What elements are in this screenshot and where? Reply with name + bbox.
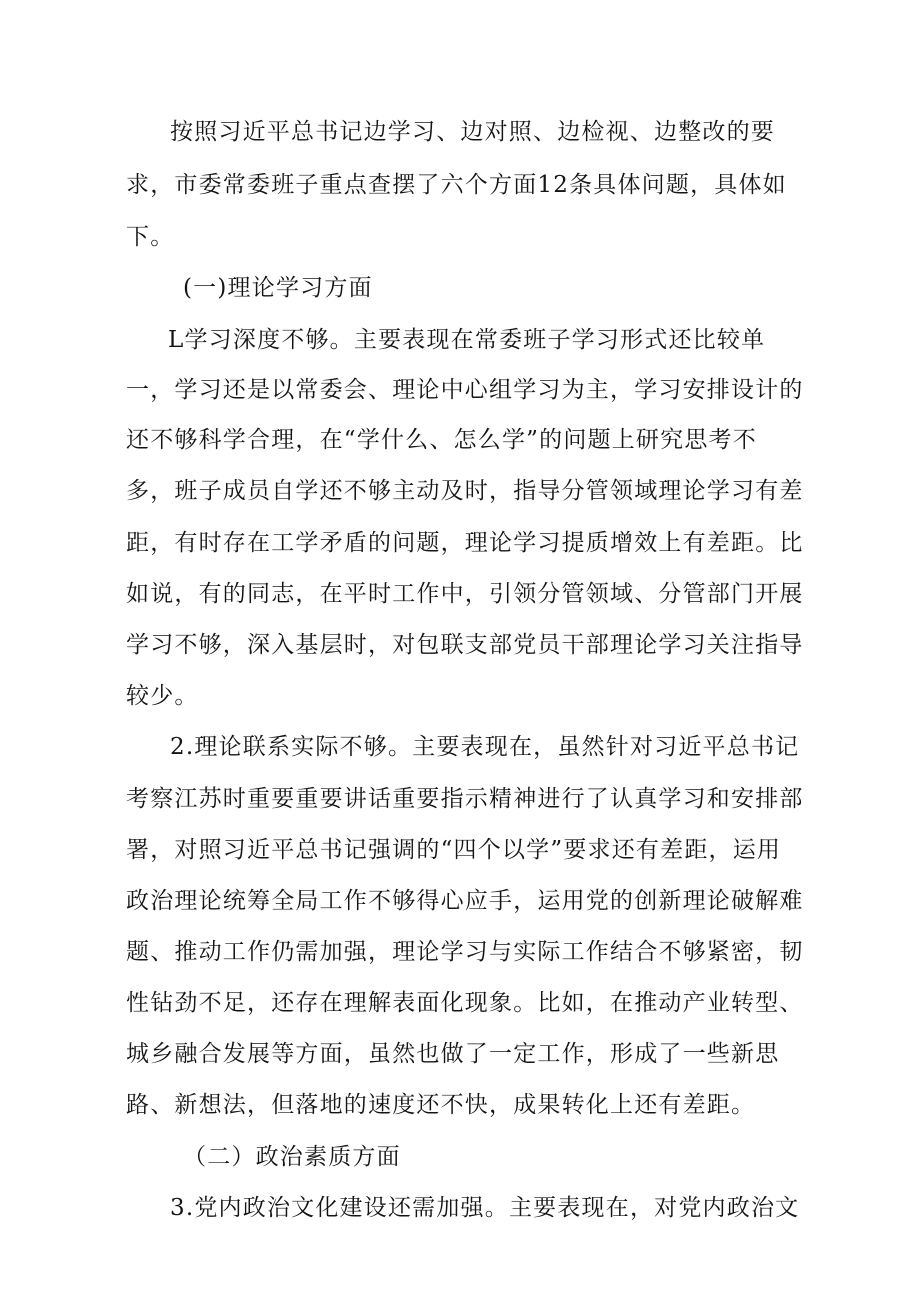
paragraph-2-line-6: 性钻劲不足，还存在理解表面化现象。比如，在推动产业转型、 — [126, 990, 804, 1016]
paragraph-intro-line-3: 下。 — [126, 224, 175, 250]
paragraph-1-line-5: 距，有时存在工学矛盾的问题，理论学习提质增效上有差距。比 — [126, 530, 804, 556]
paragraph-1-line-7: 学习不够，深入基层时，对包联支部党员干部理论学习关注指导 — [126, 632, 804, 658]
paragraph-1-line-4: 多，班子成员自学还不够主动及时，指导分管领域理论学习有差 — [126, 478, 804, 504]
paragraph-2-line-2: 考察江苏时重要重要讲话重要指示精神进行了认真学习和安排部 — [126, 786, 804, 812]
paragraph-2-line-1: 2.理论联系实际不够。主要表现在，虽然针对习近平总书记 — [170, 734, 800, 760]
paragraph-intro-line-2: 求，市委常委班子重点查摆了六个方面12条具体问题，具体如 — [126, 172, 787, 198]
paragraph-1-line-8: 较少。 — [126, 683, 199, 709]
section-heading-1: (一)理论学习方面 — [183, 275, 373, 301]
paragraph-1-line-1: L学习深度不够。主要表现在常委班子学习形式还比较单 — [168, 327, 766, 353]
paragraph-1-line-3: 还不够科学合理，在“学什么、怎么学”的问题上研究思考不 — [126, 427, 757, 453]
paragraph-intro-line-1: 按照习近平总书记边学习、边对照、边检视、边整改的要 — [170, 119, 775, 145]
paragraph-2-line-7: 城乡融合发展等方面，虽然也做了一定工作，形成了一些新思 — [126, 1041, 780, 1067]
paragraph-3-line-1: 3.党内政治文化建设还需加强。主要表现在，对党内政治文 — [170, 1195, 800, 1221]
paragraph-1-line-2: 一，学习还是以常委会、理论中心组学习为主，学习安排设计的 — [126, 377, 804, 403]
paragraph-2-line-8: 路、新想法，但落地的速度还不快，成果转化上还有差距。 — [126, 1092, 756, 1118]
paragraph-1-line-6: 如说，有的同志，在平时工作中，引领分管领域、分管部门开展 — [126, 581, 804, 607]
section-heading-2: （二）政治素质方面 — [183, 1144, 401, 1170]
paragraph-2-line-5: 题、推动工作仍需加强，理论学习与实际工作结合不够紧密，韧 — [126, 939, 804, 965]
paragraph-2-line-4: 政治理论统筹全局工作不够得心应手，运用党的创新理论破解难 — [126, 888, 804, 914]
paragraph-2-line-3: 署，对照习近平总书记强调的“四个以学”要求还有差距，运用 — [126, 837, 782, 863]
